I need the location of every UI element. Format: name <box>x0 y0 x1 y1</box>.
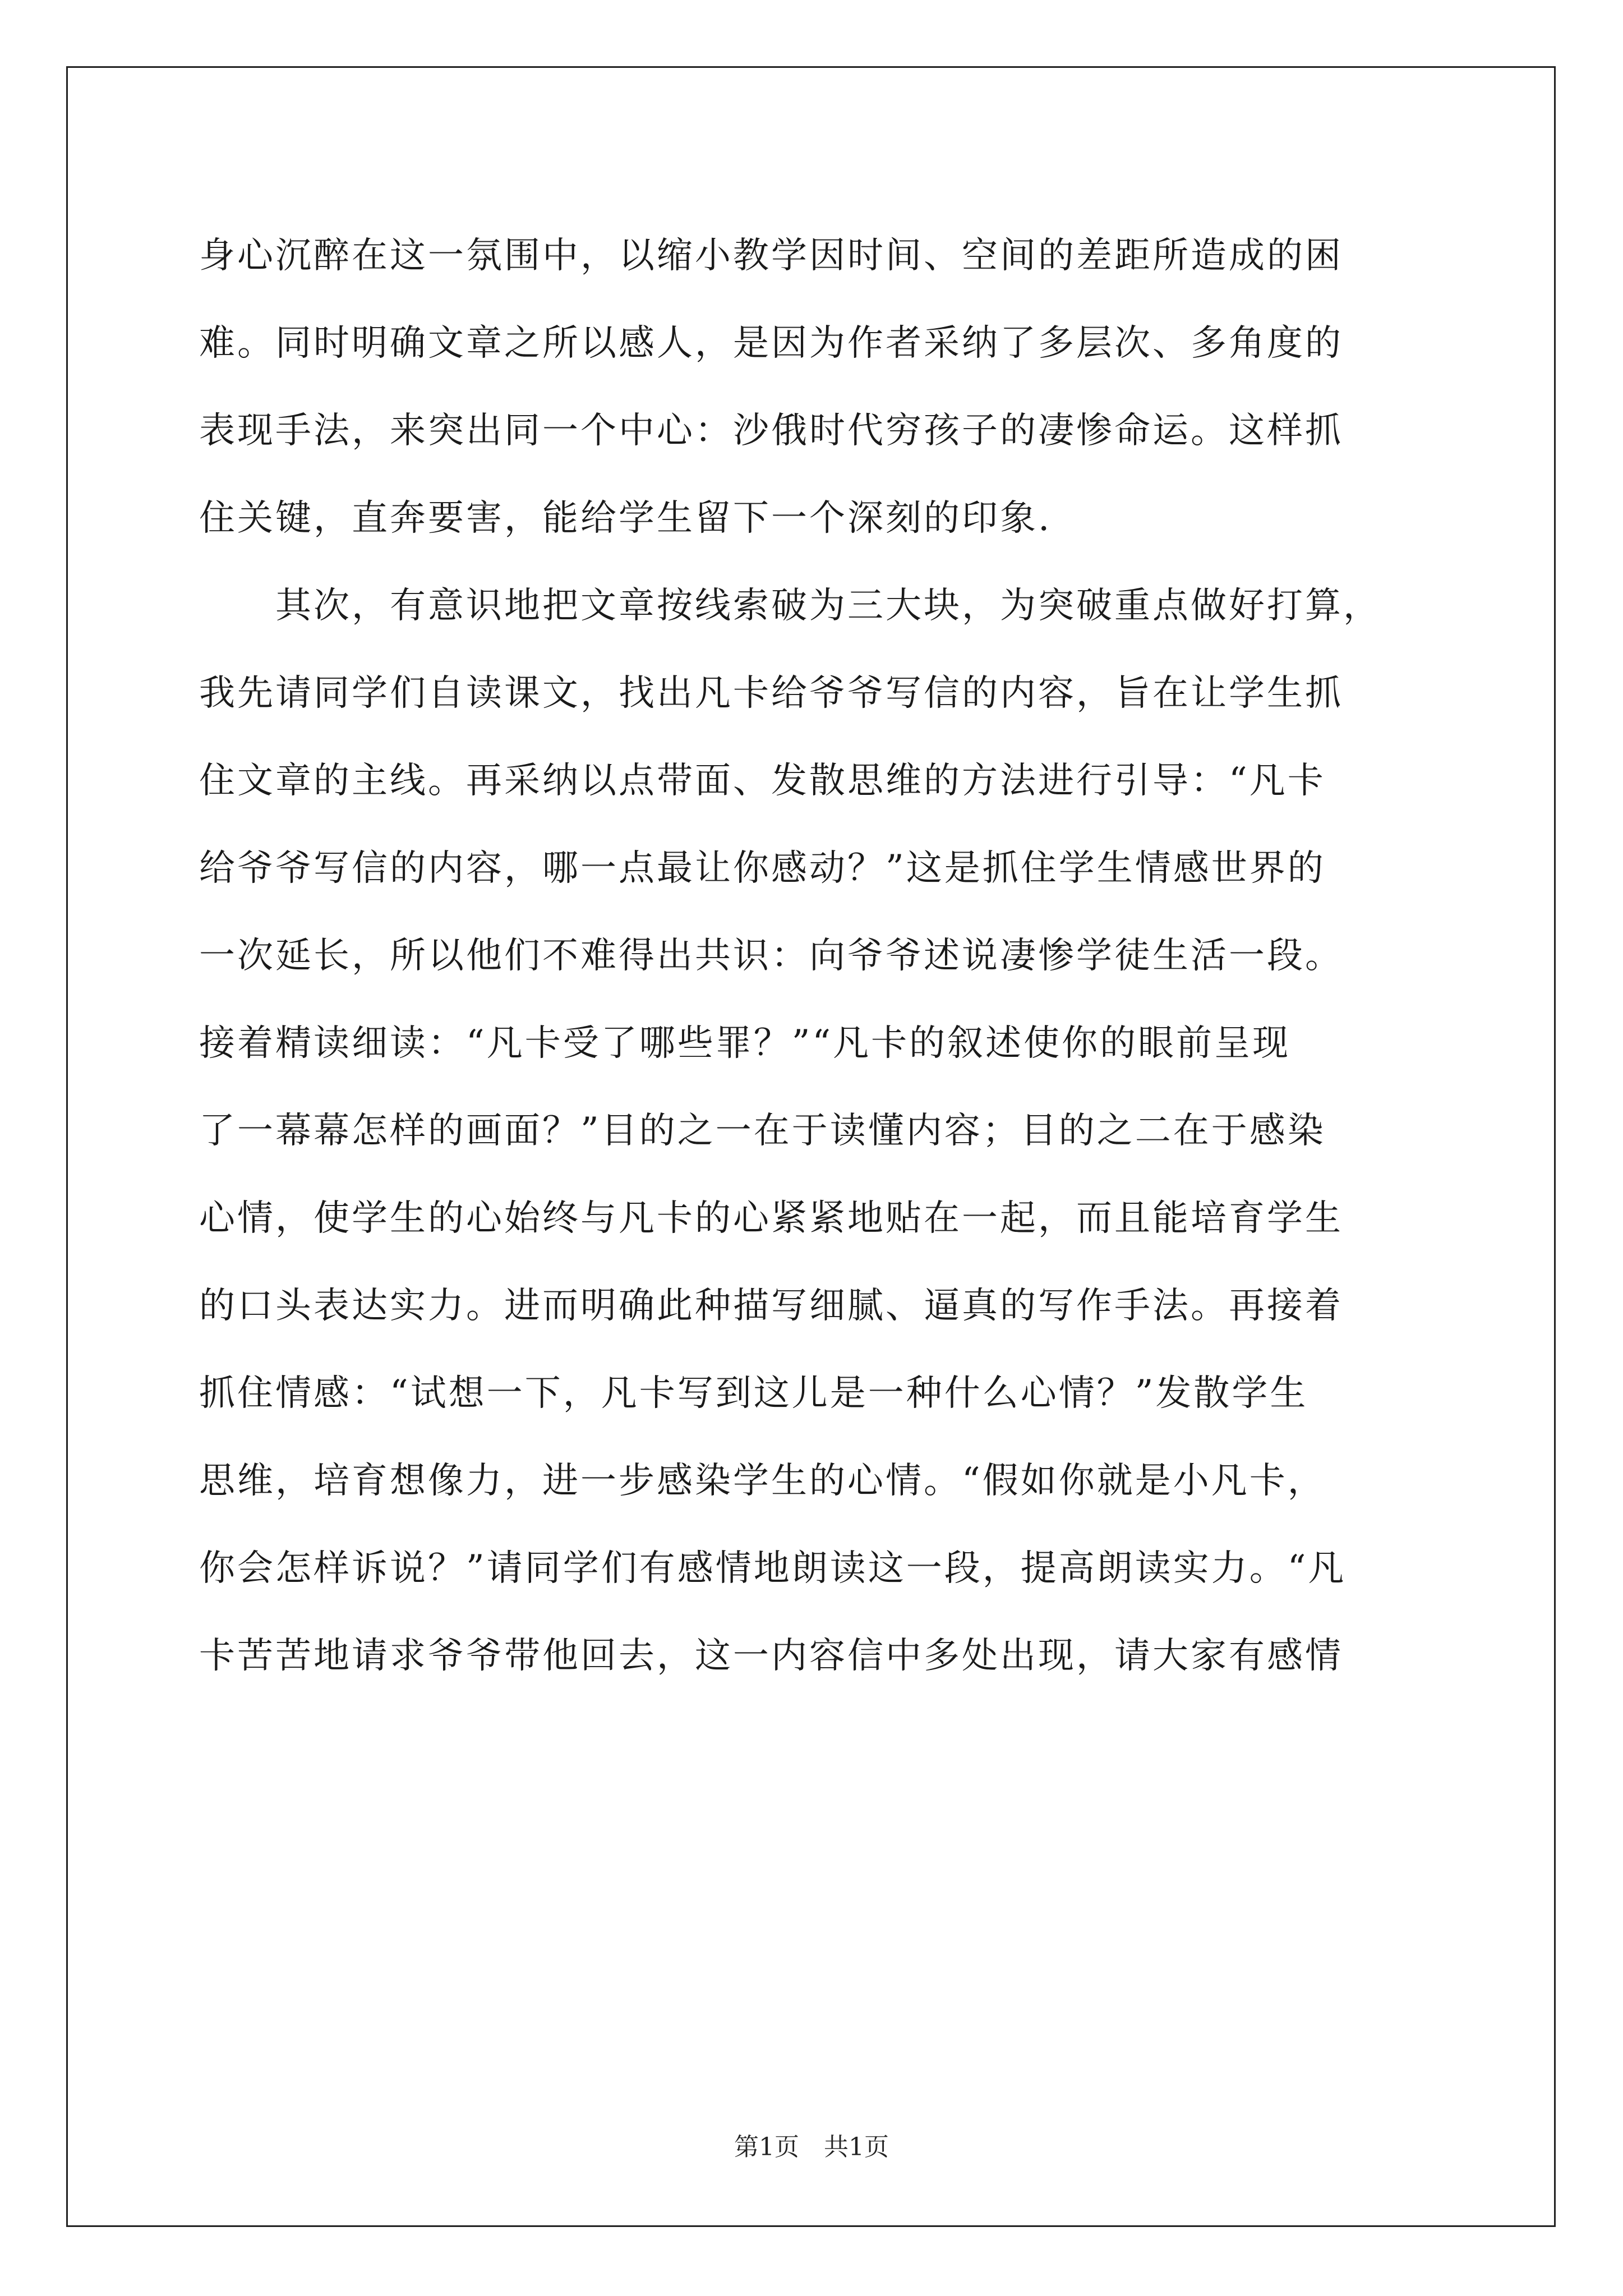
text-line: 心情，使学生的心始终与凡卡的心紧紧地贴在一起，而且能培育学生 <box>199 1198 1343 1239</box>
text-line: 表现手法，来突出同一个中心：沙俄时代穷孩子的凄惨命运。这样抓 <box>199 410 1343 452</box>
text-line: 给爷爷写信的内容，哪一点最让你感动？”这是抓住学生情感世界的 <box>199 848 1326 889</box>
page-footer <box>0 2131 1623 2164</box>
text-line: 住关键，直奔要害，能给学生留下一个深刻的印象. <box>199 498 1052 539</box>
text-line: 接着精读细读：“凡卡受了哪些罪？”“凡卡的叙述使你的眼前呈现 <box>199 1023 1291 1064</box>
text-line: 抓住情感：“试想一下，凡卡写到这儿是一种什么心情？”发散学生 <box>199 1373 1308 1414</box>
document-body <box>199 212 1438 1700</box>
text-line: 我先请同学们自读课文，找出凡卡给爷爷写信的内容，旨在让学生抓 <box>199 673 1343 714</box>
page-total: 共1页 <box>824 2133 889 2161</box>
text-line: 思维，培育想像力，进一步感染学生的心情。“假如你就是小凡卡， <box>199 1460 1326 1502</box>
text-line: 的口头表达实力。进而明确此种描写细腻、逼真的写作手法。再接着 <box>199 1285 1343 1327</box>
text-line: 难。同时明确文章之所以感人，是因为作者采纳了多层次、多角度的 <box>199 323 1343 364</box>
text-line: 你会怎样诉说？”请同学们有感情地朗读这一段，提高朗读实力。“凡 <box>199 1548 1347 1589</box>
text-line: 一次延长，所以他们不难得出共识：向爷爷述说凄惨学徒生活一段。 <box>199 935 1343 977</box>
text-line: 身心沉醉在这一氛围中，以缩小教学因时间、空间的差距所造成的困 <box>199 235 1343 277</box>
text-line: 卡苦苦地请求爷爷带他回去，这一内容信中多处出现，请大家有感情 <box>199 1635 1343 1677</box>
page-number: 第1页 <box>734 2133 799 2161</box>
paragraph-start-line: 其次，有意识地把文章按线索破为三大块，为突破重点做好打算， <box>199 585 1381 627</box>
text-line: 了一幕幕怎样的画面？”目的之一在于读懂内容；目的之二在于感染 <box>199 1110 1326 1152</box>
text-line: 住文章的主线。再采纳以点带面、发散思维的方法进行引导：“凡卡 <box>199 760 1326 802</box>
